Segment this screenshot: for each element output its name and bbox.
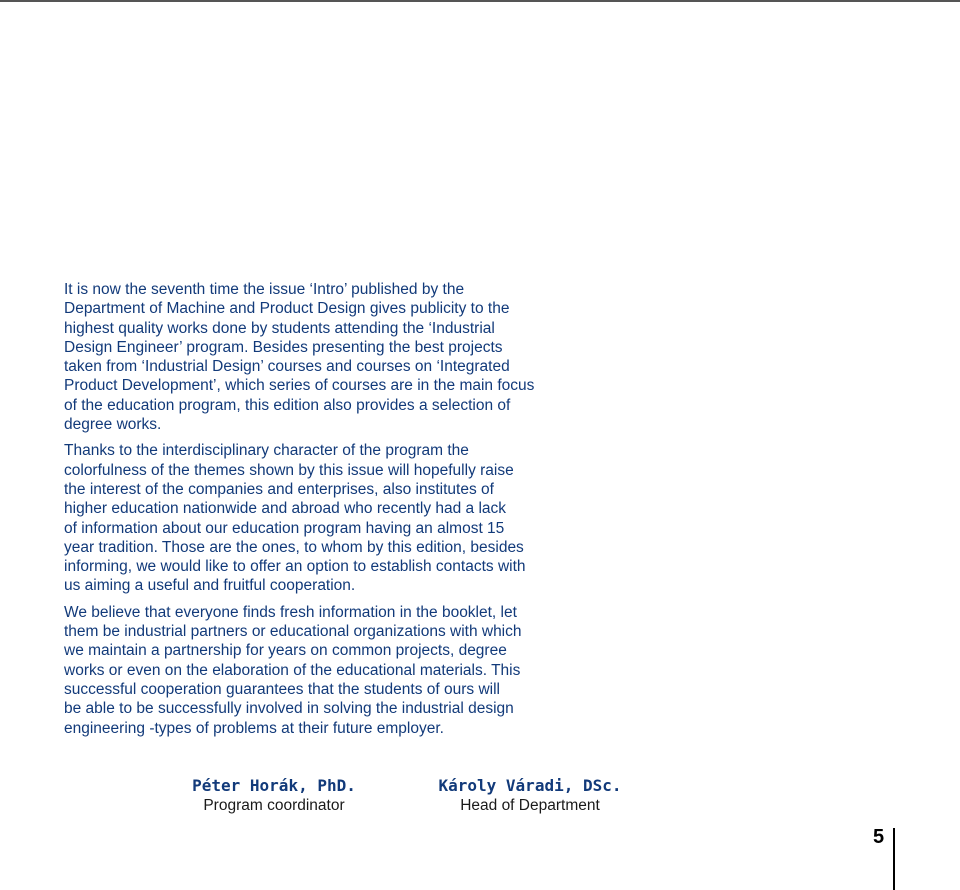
signature-program-coordinator: [182, 776, 366, 816]
body-text: [64, 280, 624, 745]
paragraph-interdisciplinary: Thanks to the interdisciplinary character of the program the colorfulness of the themes shown by this issue will hopefully raise the interest of the companies and enterprises, also institutes of higher education nationwide and abroad who recently had a lack of information about our education program having an almost 15 year tradition. Those are the ones, to whom by this edition, besides informing, we would like to offer an option to establish contacts with us aiming a useful and fruitful cooperation.: [64, 442, 526, 595]
page-number-rule: [893, 828, 895, 890]
signature-head-of-department: [420, 776, 640, 816]
top-rule: [0, 0, 960, 2]
signature-name: Károly Váradi, DSc.: [438, 776, 622, 795]
page-number: 5: [873, 826, 885, 848]
paragraph-booklet: We believe that everyone finds fresh information in the booklet, let them be industrial partners or educational organizations with which we maintain a partnership for years on common projects, degree works or even on the elaboration of the educational materials. This successful cooperation guarantees that the students of ours will be able to be successfully involved in solving the industrial design engineering -types of problems at their future employer.: [64, 603, 522, 737]
signature-role: Program coordinator: [203, 797, 345, 814]
paragraph-intro: It is now the seventh time the issue ‘Intro’ published by the Department of Machine and Product Design gives publicity to the highest quality works done by students attending the ‘Industrial Design Engineer’ program. Besides presenting the best projects taken from ‘Industrial Design’ courses and courses on ‘Integrated Product Development’, which series of courses are in the main focus of the education program, this edition also provides a selection of degree works.: [64, 281, 535, 434]
signature-role: Head of Department: [460, 797, 600, 814]
signature-name: Péter Horák, PhD.: [192, 776, 356, 795]
